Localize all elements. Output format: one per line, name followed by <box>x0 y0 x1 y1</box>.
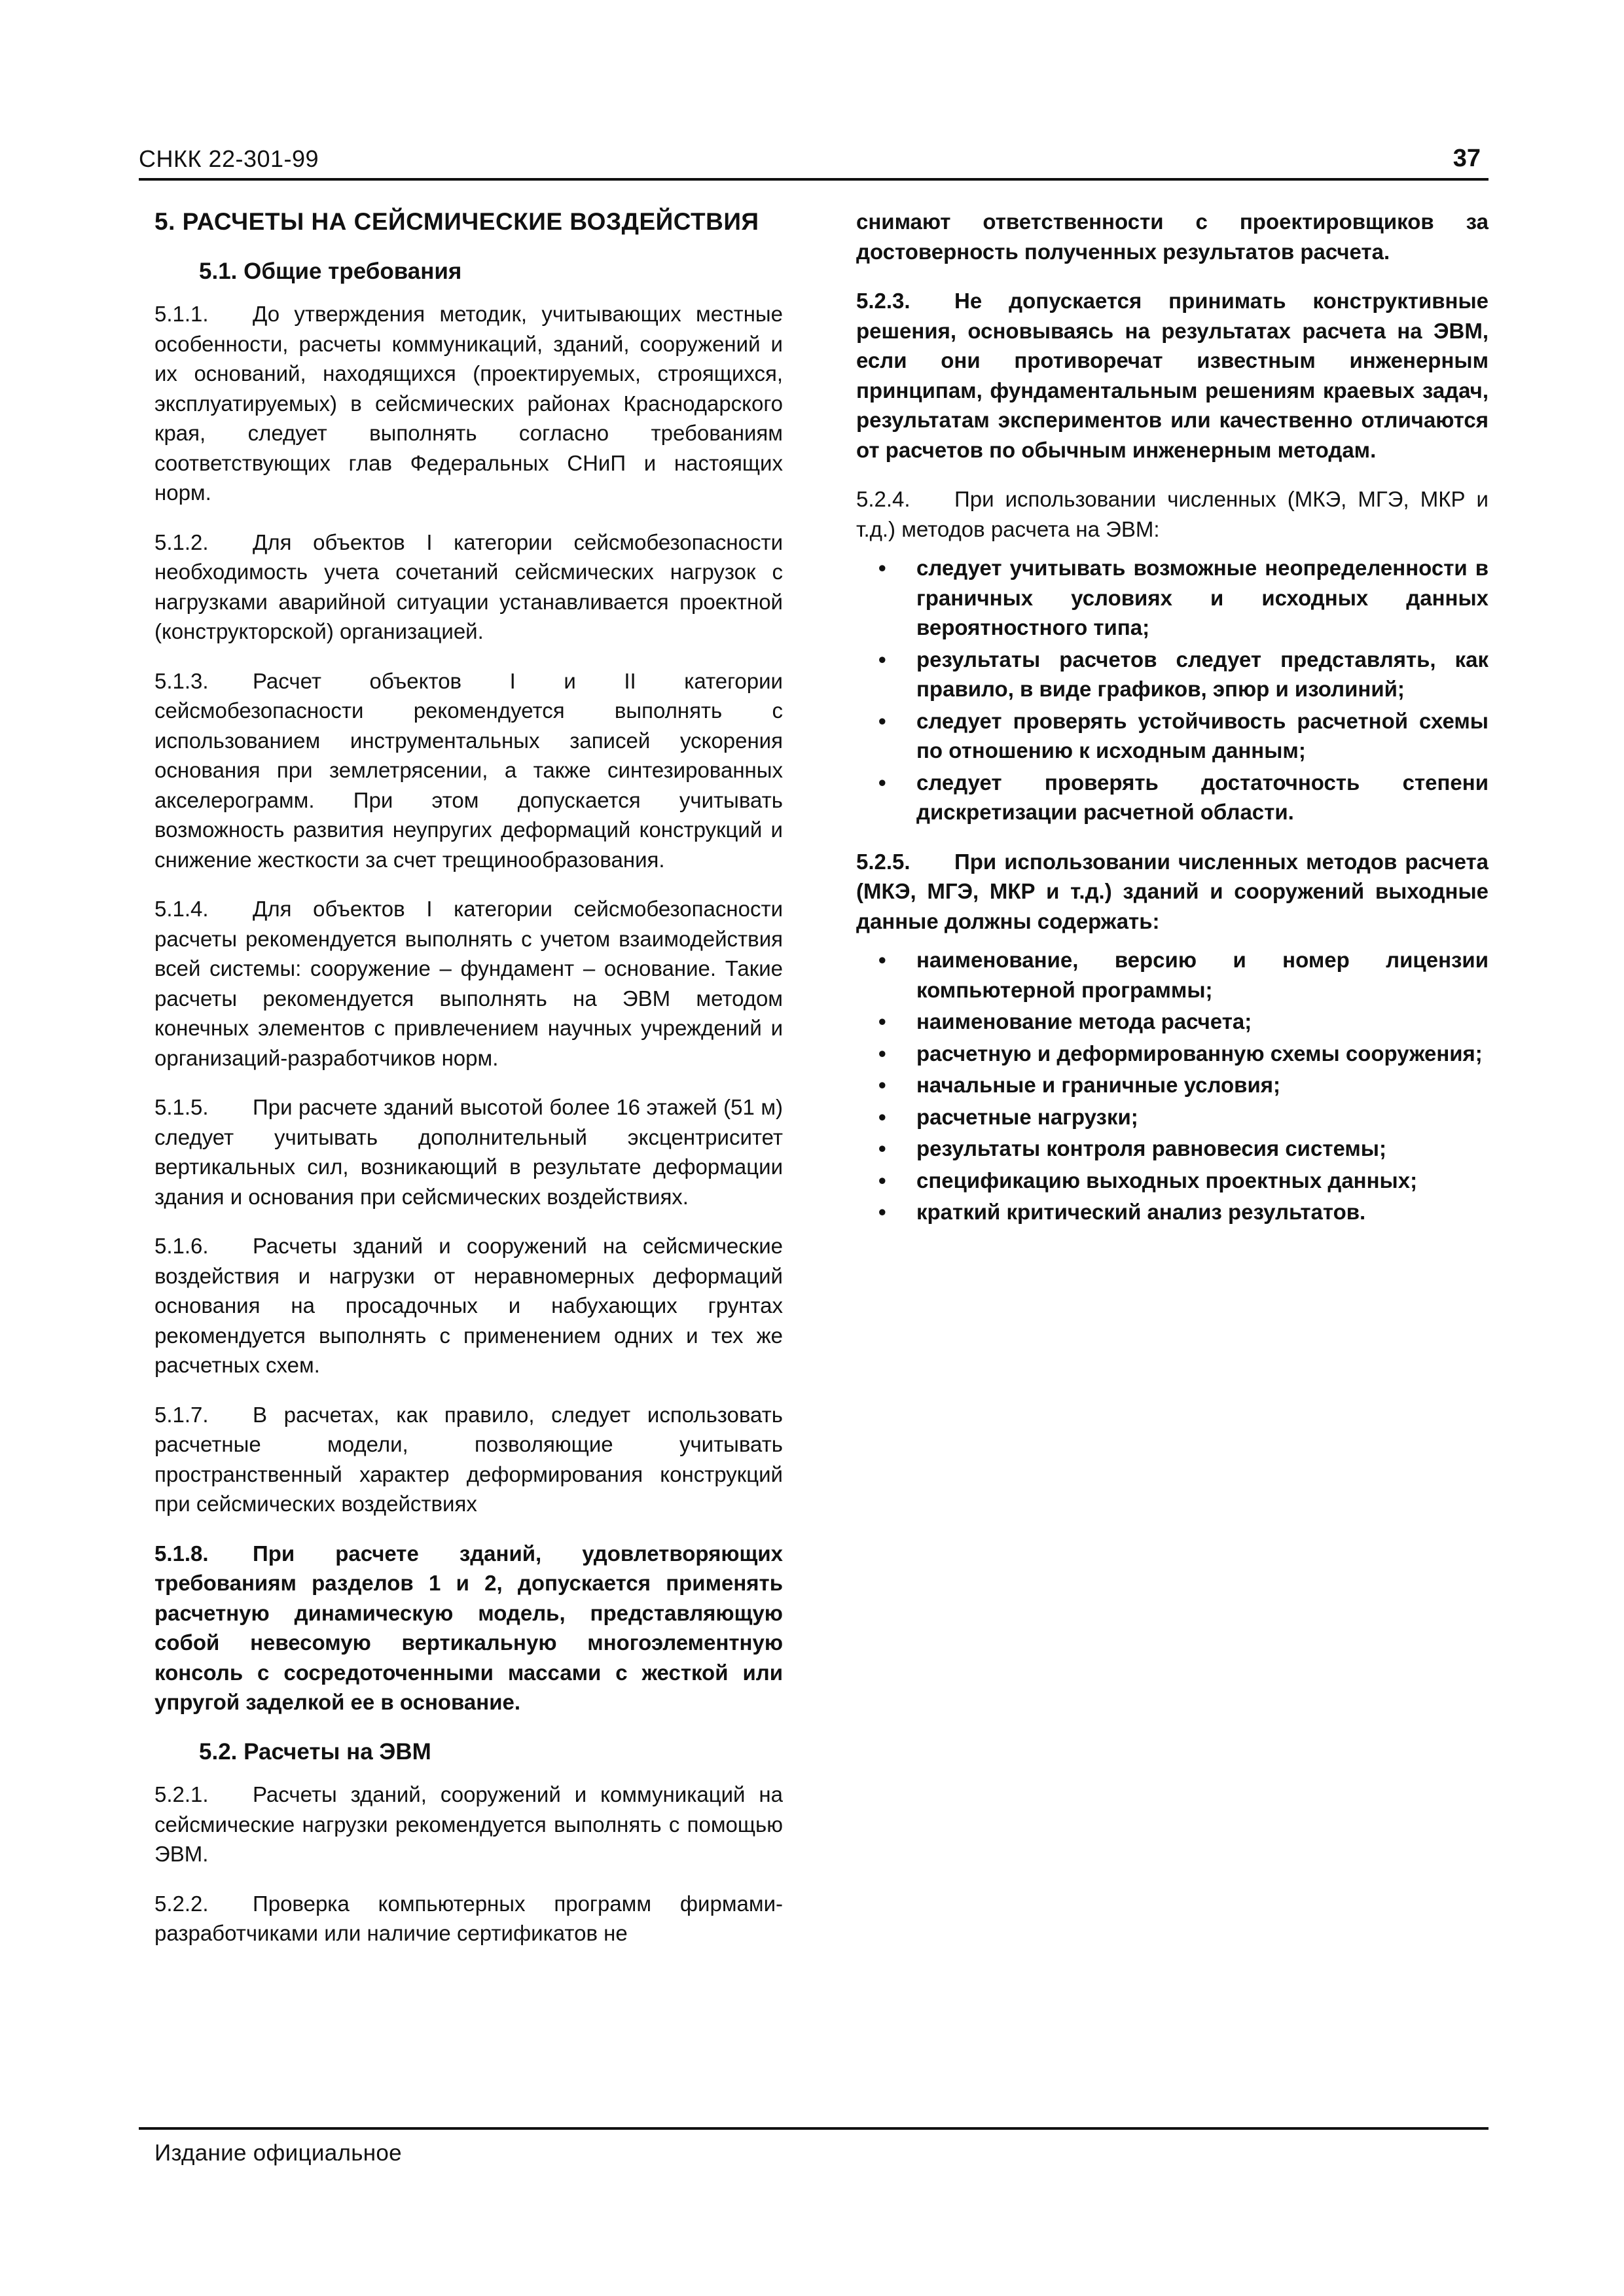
footer-edition-note: Издание официальное <box>154 2140 402 2166</box>
paragraph-5-1-7 <box>154 1400 783 1519</box>
list-item-text: начальные и граничные условия; <box>916 1073 1280 1097</box>
list-item-text: наименование метода расчета; <box>916 1009 1252 1033</box>
paragraph-number: 5.2.2. <box>154 1891 209 1916</box>
bullet-list-5-2-4 <box>856 553 1489 827</box>
paragraph-5-2-3 <box>856 286 1489 465</box>
list-item-text: расчетную и деформированную схемы сооружения; <box>916 1041 1483 1066</box>
paragraph-number: 5.2.1. <box>154 1782 209 1806</box>
list-item-text: краткий критический анализ результатов. <box>916 1200 1366 1224</box>
list-item-text: спецификацию выходных проектных данных; <box>916 1168 1418 1193</box>
paragraph-number: 5.1.8. <box>154 1541 209 1566</box>
list-item <box>856 553 1489 643</box>
list-item-text: следует проверять устойчивость расчетной схемы по отношению к исходным данным; <box>916 708 1489 762</box>
paragraph-text: В расчетах, как правило, следует использовать расчетные модели, позволяющие учитывать пространственный характер деформирования конструкций при сейсмических воздействиях <box>154 1402 783 1516</box>
list-item <box>856 1039 1489 1069</box>
list-item-text: результаты контроля равновесия системы; <box>916 1136 1386 1160</box>
bullet-glyph: • <box>878 770 886 795</box>
list-item-text: следует учитывать возможные неопределенности в граничных условиях и исходных данных вероятностного типа; <box>916 556 1489 639</box>
paragraph-5-1-8 <box>154 1539 783 1717</box>
paragraph-number: 5.1.6. <box>154 1234 209 1258</box>
page-header <box>139 137 1489 181</box>
list-item <box>856 1070 1489 1100</box>
paragraph-5-2-5 <box>856 847 1489 937</box>
list-item-text: следует проверять достаточность степени дискретизации расчетной области. <box>916 770 1489 824</box>
paragraph-number: 5.2.4. <box>856 487 911 511</box>
paragraph-number: 5.2.5. <box>856 849 911 874</box>
paragraph-number: 5.1.5. <box>154 1095 209 1119</box>
document-code: СНКК 22-301-99 <box>139 145 319 172</box>
bullet-glyph: • <box>878 1104 886 1129</box>
paragraph-text: Не допускается принимать конструктивные решения, основываясь на результатах расчета на ЭВМ, если они противоречат известным инженерным принципам, фундаментальным решениям краевых задач, результатам экспериментов или качественно отличаются от расчетов по обычным инженерным методам. <box>856 289 1489 462</box>
paragraph-text: Для объектов I категории сейсмобезопасности необходимость учета сочетаний сейсмических нагрузок с нагрузками аварийной ситуации устанавливается проектной (конструкторской) организацией. <box>154 529 783 643</box>
paragraph-text: Проверка компьютерных программ фирмами-разработчиками или наличие сертификатов не <box>154 1891 783 1945</box>
paragraph-number: 5.1.3. <box>154 668 209 693</box>
bullet-glyph: • <box>878 948 886 972</box>
paragraph-5-1-1 <box>154 299 783 508</box>
list-item <box>856 706 1489 766</box>
paragraph-5-1-3 <box>154 666 783 875</box>
paragraph-number: 5.2.3. <box>856 289 911 313</box>
paragraph-text: Для объектов I категории сейсмобезопасности расчеты рекомендуется выполнять с учетом взаимодействия всей системы: сооружение – фундамент – основание. Такие расчеты рекомендуется выполнять на ЭВМ методом конечных элементов с привлечением научных учреждений и организаций-разработчиков норм. <box>154 897 783 1070</box>
list-item-text: расчетные нагрузки; <box>916 1104 1138 1129</box>
paragraph-5-2-2 <box>154 1889 783 1948</box>
paragraph-text: Расчет объектов I и II категории сейсмобезопасности рекомендуется выполнять с использованием инструментальных записей ускорения основания при землетрясении, а также синтезированных акселерограмм. При этом допускается учитывать возможность развития неупругих деформаций конструкций и снижение жесткости за счет трещинообразования. <box>154 668 783 872</box>
list-item <box>856 645 1489 704</box>
bullet-glyph: • <box>878 1041 886 1066</box>
bullet-glyph: • <box>878 1073 886 1097</box>
footer-divider <box>139 2127 1489 2130</box>
list-item-text: наименование, версию и номер лицензии компьютерной программы; <box>916 948 1489 1002</box>
bullet-glyph: • <box>878 1168 886 1193</box>
page-number: 37 <box>1453 145 1481 172</box>
bullet-glyph: • <box>878 1200 886 1224</box>
bullet-glyph: • <box>878 647 886 672</box>
left-column <box>154 207 783 1968</box>
paragraph-text: При использовании численных методов расчета (МКЭ, МГЭ, МКР и т.д.) зданий и сооружений выходные данные должны содержать: <box>856 849 1489 933</box>
paragraph-text: При расчете зданий, удовлетворяющих требованиям разделов 1 и 2, допускается применять расчетную динамическую модель, представляющую собой невесомую вертикальную многоэлементную консоль с сосредоточенными массами с жесткой или упругой заделкой ее в основание. <box>154 1541 783 1714</box>
paragraph-text: Расчеты зданий и сооружений на сейсмические воздействия и нагрузки от неравномерных деформаций основания на просадочных и набухающих грунтах рекомендуется выполнять с применением одних и тех же расчетных схем. <box>154 1234 783 1377</box>
bullet-glyph: • <box>878 1009 886 1033</box>
paragraph-5-1-4 <box>154 894 783 1073</box>
list-item <box>856 1102 1489 1132</box>
paragraph-5-1-2 <box>154 528 783 647</box>
paragraph-text: При использовании численных (МКЭ, МГЭ, МКР и т.д.) методов расчета на ЭВМ: <box>856 487 1489 541</box>
paragraph-5-1-5 <box>154 1092 783 1211</box>
paragraph-number: 5.1.7. <box>154 1402 209 1427</box>
list-item <box>856 945 1489 1005</box>
list-item <box>856 1166 1489 1196</box>
paragraph-5-2-1 <box>154 1780 783 1869</box>
paragraph-5-2-4 <box>856 484 1489 544</box>
paragraph-text: При расчете зданий высотой более 16 этажей (51 м) следует учитывать дополнительный эксцентриситет вертикальных сил, возникающий в результате деформации здания и основания при сейсмических воздействиях. <box>154 1095 783 1209</box>
paragraph-5-2-2-continued: снимают ответственности с проектировщиков за достоверность полученных результатов расчета. <box>856 209 1489 264</box>
right-column <box>856 207 1489 1247</box>
list-item <box>856 1007 1489 1037</box>
paragraph-number: 5.1.1. <box>154 302 209 326</box>
list-item <box>856 1197 1489 1227</box>
paragraph-text: Расчеты зданий, сооружений и коммуникаций на сейсмические нагрузки рекомендуется выполнять с помощью ЭВМ. <box>154 1782 783 1866</box>
bullet-glyph: • <box>878 1136 886 1160</box>
paragraph-5-1-6 <box>154 1231 783 1380</box>
list-item <box>856 1134 1489 1164</box>
bullet-list-5-2-5 <box>856 945 1489 1227</box>
bullet-glyph: • <box>878 708 886 733</box>
paragraph-text: До утверждения методик, учитывающих местные особенности, расчеты коммуникаций, зданий, сооружений и их оснований, находящихся (проектируемых, строящихся, эксплуатируемых) в сейсмических районах Краснодарского края, следует выполнять согласно требованиям соответствующих глав Федеральных СНиП и настоящих норм. <box>154 302 783 505</box>
list-item-text: результаты расчетов следует представлять, как правило, в виде графиков, эпюр и изолиний; <box>916 647 1489 701</box>
bullet-glyph: • <box>878 556 886 580</box>
subsection-title-5-2: 5.2. Расчеты на ЭВМ <box>199 1738 431 1765</box>
paragraph-number: 5.1.2. <box>154 529 209 554</box>
subsection-title-5-1: 5.1. Общие требования <box>199 258 462 284</box>
paragraph-number: 5.1.4. <box>154 897 209 921</box>
section-title: 5. РАСЧЕТЫ НА СЕЙСМИЧЕСКИЕ ВОЗДЕЙСТВИЯ <box>154 208 759 235</box>
list-item <box>856 768 1489 827</box>
